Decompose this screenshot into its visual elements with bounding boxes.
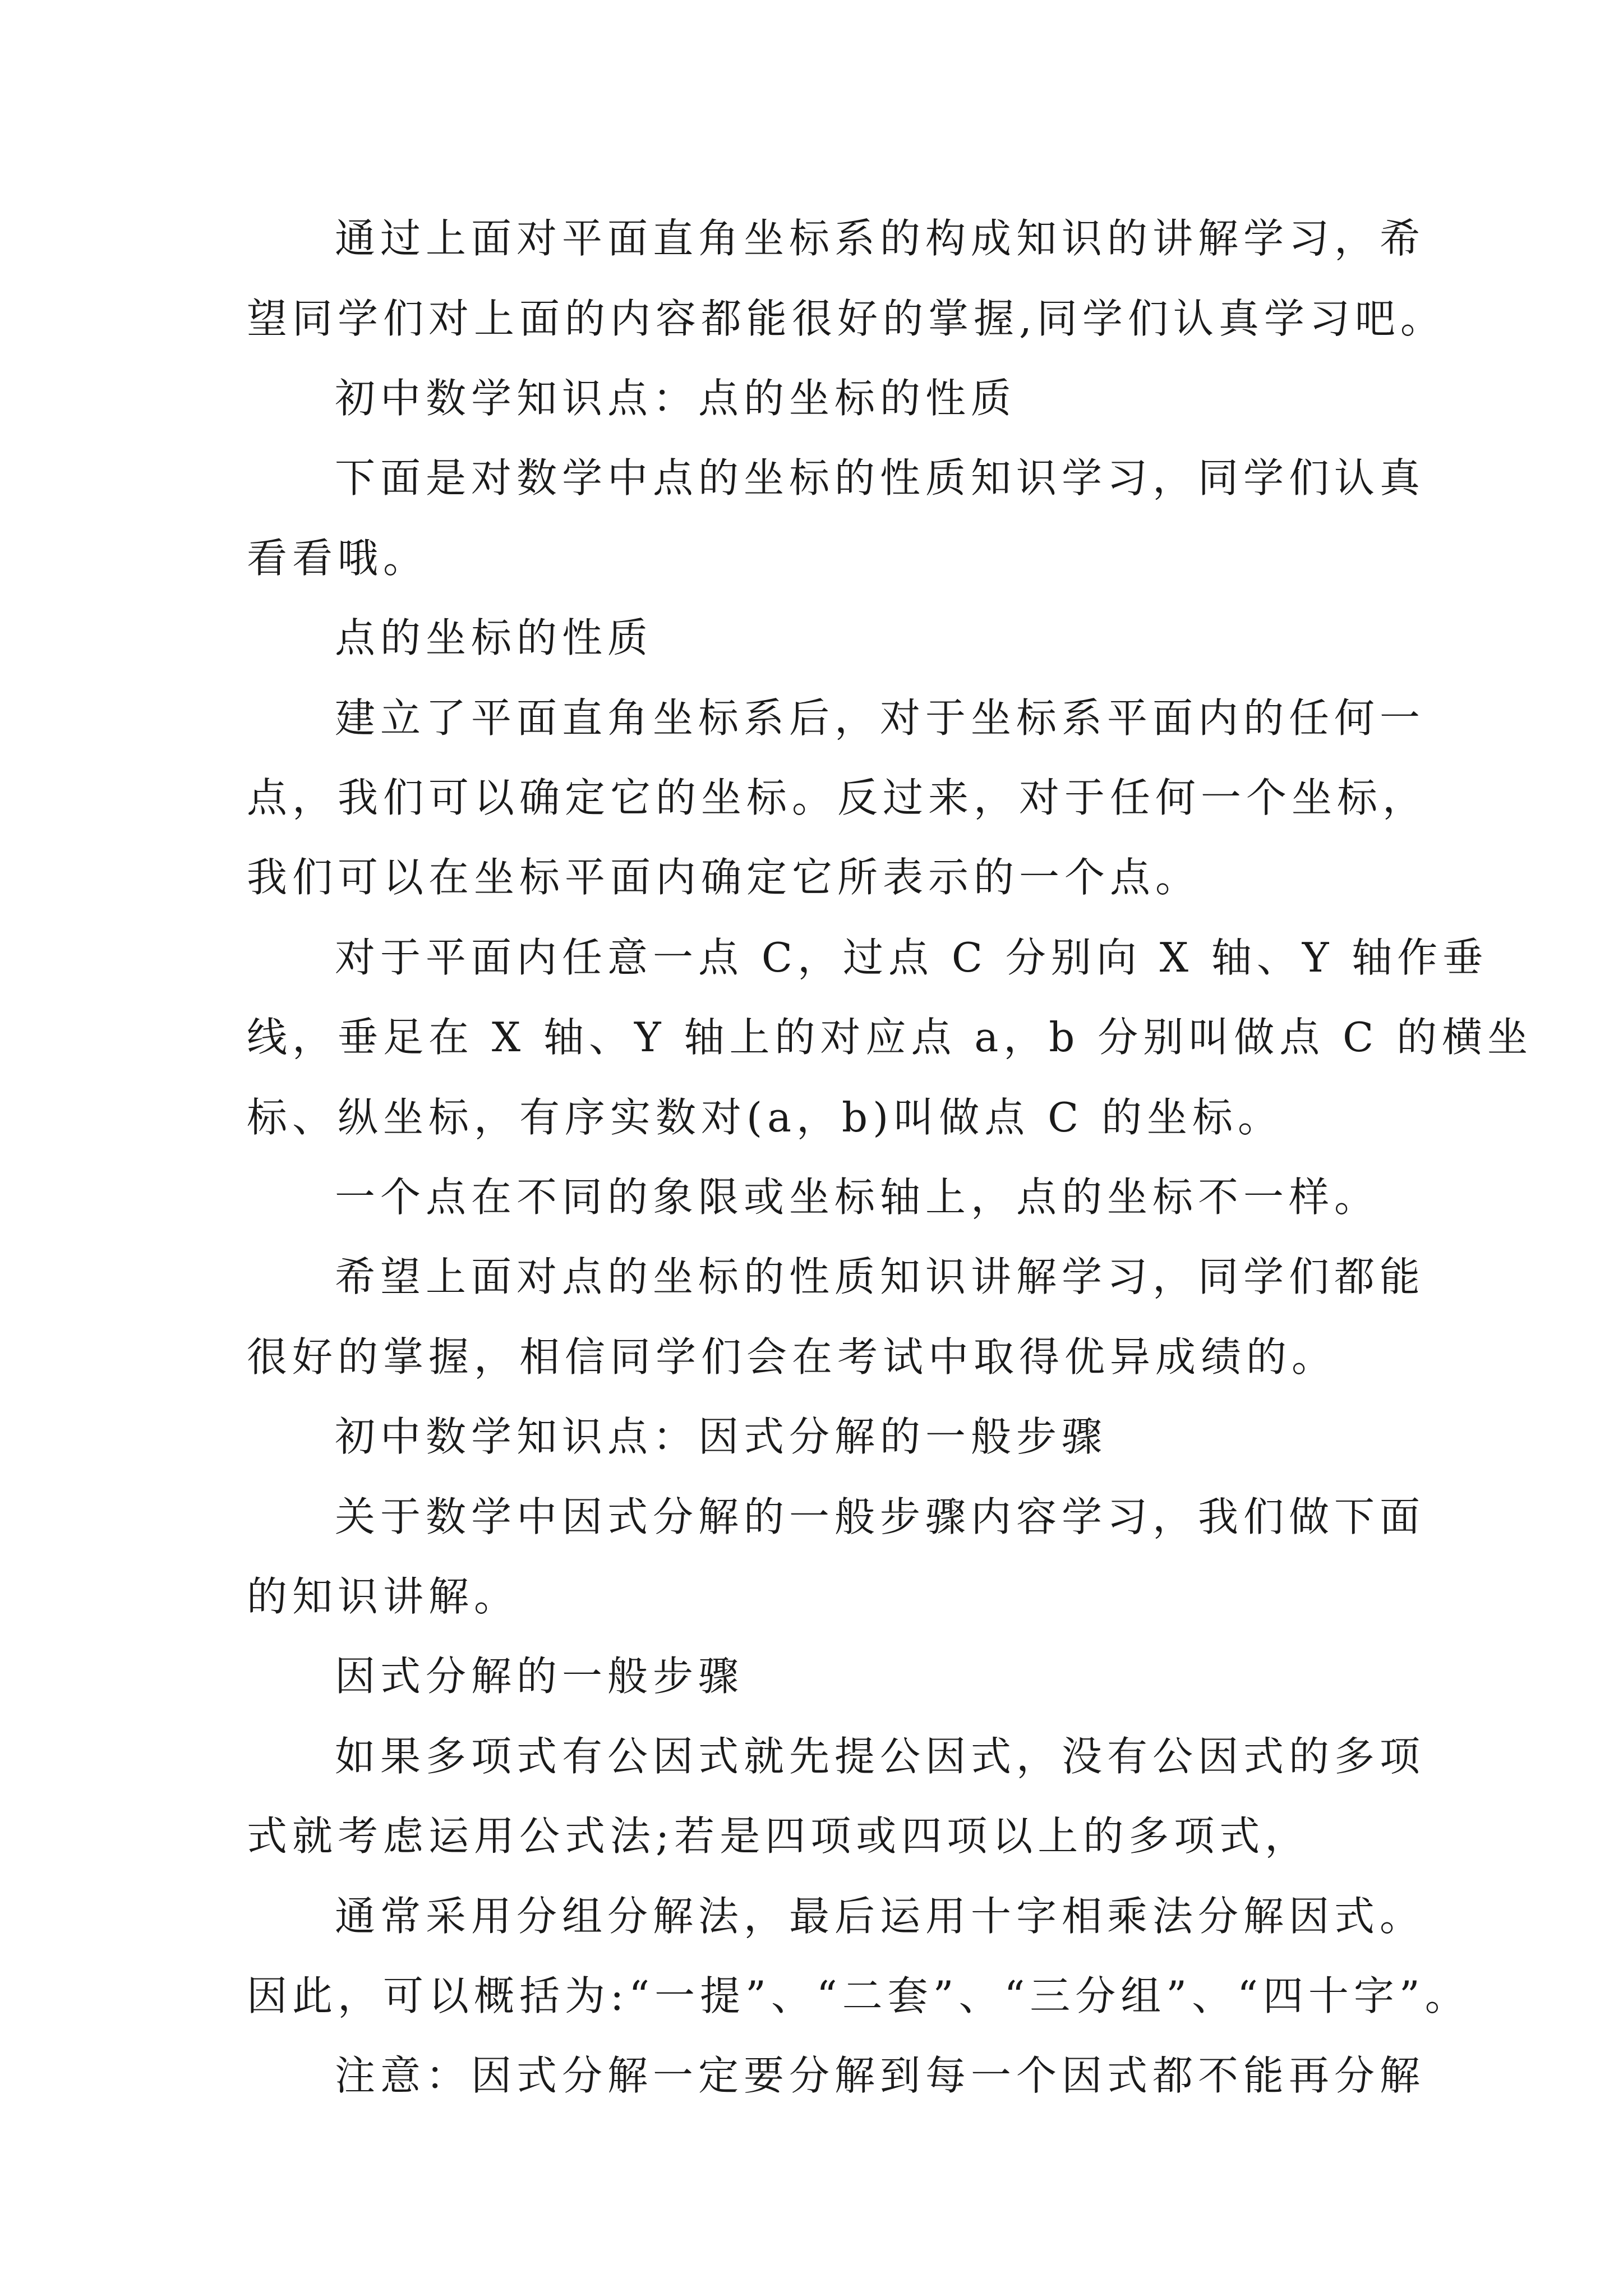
text-line: 通常采用分组分解法，最后运用十字相乘法分解因式。 — [335, 1893, 1426, 1940]
text-line: 希望上面对点的坐标的性质知识讲解学习，同学们都能 — [335, 1253, 1426, 1300]
text-line: 关于数学中因式分解的一般步骤内容学习，我们做下面 — [335, 1493, 1426, 1540]
subsection-heading: 点的坐标的性质 — [335, 614, 653, 661]
text-line: 如果多项式有公因式就先提公因式，没有公因式的多项 — [335, 1733, 1426, 1780]
text-line: 线，垂足在 X 轴、Y 轴上的对应点 a，b 分别叫做点 C 的横坐 — [247, 1014, 1533, 1061]
text-line: 因此，可以概括为:“一提”、“二套”、“三分组”、“四十字”。 — [247, 1972, 1470, 2019]
text-line: 一个点在不同的象限或坐标轴上，点的坐标不一样。 — [335, 1174, 1380, 1221]
text-line: 望同学们对上面的内容都能很好的掌握,同学们认真学习吧。 — [247, 295, 1446, 342]
text-line: 标、纵坐标，有序实数对(a，b)叫做点 C 的坐标。 — [247, 1094, 1284, 1141]
text-line: 的知识讲解。 — [247, 1573, 520, 1620]
text-line: 我们可以在坐标平面内确定它所表示的一个点。 — [247, 854, 1201, 901]
section-heading: 初中数学知识点：点的坐标的性质 — [335, 375, 1017, 422]
text-line: 点，我们可以确定它的坐标。反过来，对于任何一个坐标， — [247, 774, 1428, 821]
text-line: 看看哦。 — [247, 535, 429, 582]
section-heading: 初中数学知识点：因式分解的一般步骤 — [335, 1413, 1108, 1460]
text-line: 通过上面对平面直角坐标系的构成知识的讲解学习，希 — [335, 215, 1426, 262]
text-line: 注意：因式分解一定要分解到每一个因式都不能再分解 — [335, 2052, 1426, 2099]
text-line: 下面是对数学中点的坐标的性质知识学习，同学们认真 — [335, 454, 1426, 501]
subsection-heading: 因式分解的一般步骤 — [335, 1653, 744, 1700]
text-line: 很好的掌握，相信同学们会在考试中取得优异成绩的。 — [247, 1333, 1338, 1381]
text-line: 式就考虑运用公式法;若是四项或四项以上的多项式， — [247, 1812, 1311, 1860]
text-line: 对于平面内任意一点 C，过点 C 分别向 X 轴、Y 轴作垂 — [335, 934, 1488, 981]
text-line: 建立了平面直角坐标系后，对于坐标系平面内的任何一 — [335, 694, 1426, 742]
